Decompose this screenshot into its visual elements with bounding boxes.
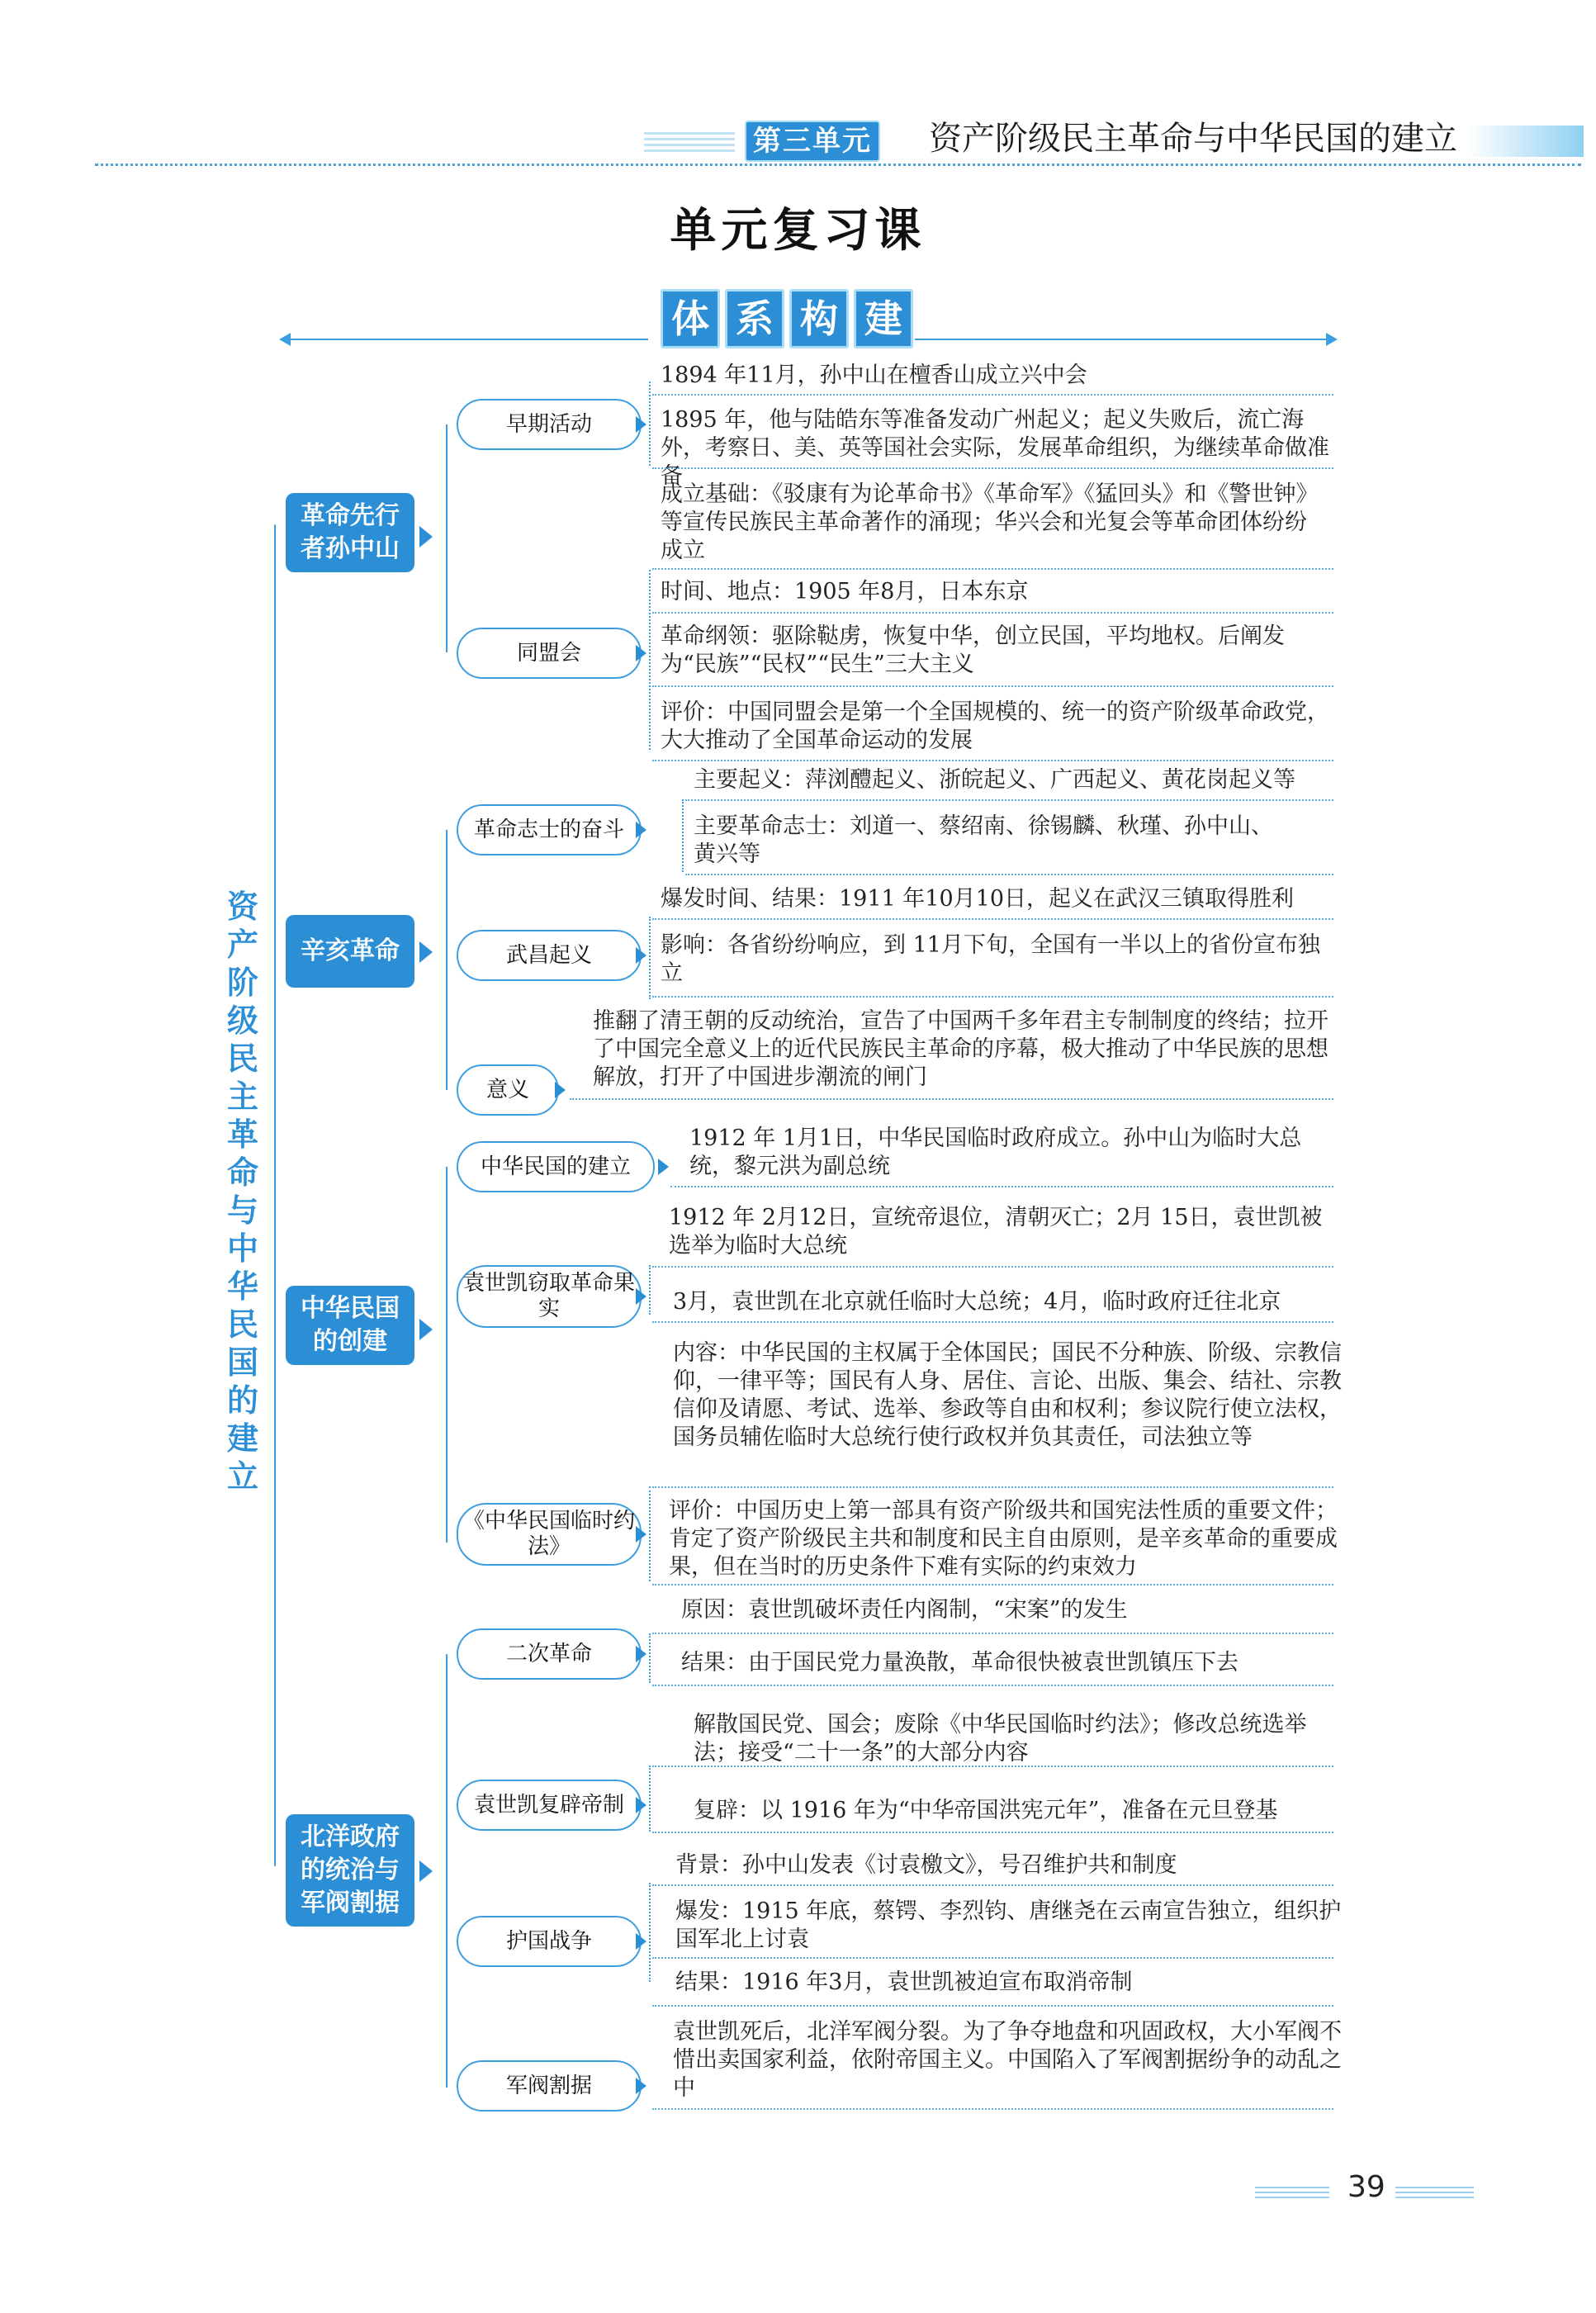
arrow-right-icon (419, 941, 433, 963)
banner-char: 体 (661, 289, 720, 348)
topic-second-revolution: 二次革命 (457, 1628, 642, 1680)
leaf-divider (652, 2108, 1333, 2110)
leaf-divider (652, 1957, 1333, 1959)
leaf-text: 结果：1916 年3月，袁世凯被迫宣布取消帝制 (675, 1969, 1133, 1995)
header-decoration (644, 132, 735, 154)
leaf-text: 时间、地点：1905 年8月，日本东京 (661, 579, 1029, 604)
leaf-text: 推翻了清王朝的反动统治，宣告了中国两千多年君主专制制度的终结；拉开了中国完全意义上的近代民族民主革命的序幕，极大推动了中华民族的思想解放，打开了中国进步潮流的闸门 (593, 1008, 1328, 1090)
leaf-divider (652, 612, 1333, 614)
leaf-text: 袁世凯死后，北洋军阀分裂。为了争夺地盘和巩固政权，大小军阀不惜出卖国家利益，依附帝国主义。中国陷入了军阀割据纷争的动乱之中 (673, 2019, 1342, 2101)
arrow-right-icon (636, 822, 646, 838)
unit-title: 资产阶级民主革命与中华民国的建立 (929, 120, 1457, 158)
leaf-divider (652, 568, 1333, 570)
header-accent-bar (1468, 126, 1584, 157)
topic-yuan-usurps: 袁世凯窃取革命果实 (457, 1265, 642, 1328)
root-connector (274, 524, 276, 1866)
leaf-text: 爆发时间、结果：1911 年10月10日，起义在武汉三镇取得胜利 (661, 886, 1295, 912)
leaf-divider (652, 2005, 1333, 2007)
leaf-divider (652, 1584, 1333, 1585)
leaf-text: 解散国民党、国会；废除《中华民国临时约法》；修改总统选举法；接受“二十一条”的大部分内容 (694, 1712, 1307, 1766)
section-label-sun-yat-sen: 革命先行者孙中山 (286, 493, 414, 572)
leaf-text: 评价：中国同盟会是第一个全国规模的、统一的资产阶级革命政党，大大推动了全国革命运动的发展 (661, 699, 1329, 753)
topic-connector (649, 382, 651, 466)
leaf-divider (652, 394, 1333, 396)
arrow-right-icon (419, 526, 433, 547)
topic-connector (649, 1633, 651, 1683)
topic-national-protection-war: 护国战争 (457, 1916, 642, 1967)
leaf-divider (685, 874, 1333, 875)
leaf-divider (652, 1321, 1333, 1323)
leaf-divider (685, 799, 1333, 801)
leaf-divider (652, 996, 1333, 998)
leaf-text: 1894 年11月，孙中山在檀香山成立兴中会 (661, 363, 1087, 388)
topic-yuan-monarchy: 袁世凯复辟帝制 (457, 1780, 642, 1831)
topic-early-activities: 早期活动 (457, 399, 642, 450)
leaf-text: 成立基础：《驳康有为论革命书》《革命军》《猛回头》和《警世钟》等宣传民族民主革命著作的涌现；华兴会和光复会等革命团体纷纷成立 (661, 481, 1319, 563)
banner-char: 构 (789, 289, 849, 348)
banner-line-left (285, 339, 648, 340)
leaf-divider (652, 1884, 1333, 1886)
leaf-text: 主要革命志士：刘道一、蔡绍南、徐锡麟、秋瑾、孙中山、黄兴等 (694, 813, 1273, 867)
footer-decoration (1255, 2187, 1329, 2202)
arrow-right-icon (658, 1159, 669, 1175)
arrow-right-icon (636, 1933, 646, 1950)
leaf-text: 3月，袁世凯在北京就任临时大总统；4月，临时政府迁往北京 (673, 1289, 1281, 1315)
topic-connector (649, 570, 651, 750)
leaf-divider (652, 760, 1333, 761)
arrow-right-icon (419, 1860, 433, 1882)
arrow-right-icon (419, 1319, 433, 1340)
page-number: 39 (1347, 2170, 1385, 2204)
arrow-left-icon (279, 333, 291, 346)
leaf-divider (652, 1486, 1333, 1488)
leaf-text: 影响：各省纷纷响应，到 11月下旬，全国有一半以上的省份宣布独立 (661, 932, 1320, 986)
header-rule (95, 164, 1581, 166)
section-label-beiyang-government: 北洋政府的统治与军阀割据 (286, 1814, 414, 1927)
topic-connector (682, 799, 684, 872)
arrow-right-icon (555, 1082, 566, 1098)
page-title: 单元复习课 (670, 203, 926, 258)
leaf-divider (652, 467, 1333, 469)
banner-line-right (915, 339, 1332, 340)
topic-revolutionary-struggles: 革命志士的奋斗 (457, 804, 642, 856)
arrow-right-icon (636, 2078, 646, 2094)
leaf-text: 结果：由于国民党力量涣散，革命很快被袁世凯镇压下去 (681, 1650, 1238, 1676)
section-label-xinhai-revolution: 辛亥革命 (286, 915, 414, 988)
section-banner (661, 289, 913, 348)
leaf-text: 1912 年 1月1日，中华民国临时政府成立。孙中山为临时大总统，黎元洪为副总统 (689, 1126, 1302, 1179)
topic-warlord-separatism: 军阀割据 (457, 2060, 642, 2112)
leaf-divider (570, 1098, 1333, 1100)
leaf-text: 内容：中华民国的主权属于全体国民；国民不分种族、阶级、宗教信仰，一律平等；国民有人身、居住、言论、出版、集会、结社、宗教信仰及请愿、考试、选举、参政等自由和权利；参议院行使立法权，国务员辅佐临时大总统行使行政权并负其责任，司法独立等 (673, 1340, 1342, 1450)
leaf-divider (670, 1186, 1333, 1187)
root-title: 资产阶级民主革命与中华民国的建立 (226, 888, 258, 1495)
leaf-text: 革命纲领：驱除鞑虏，恢复中华，创立民国，平均地权。后阐发为“民族”“民权”“民生”三大主义 (661, 623, 1285, 677)
leaf-divider (652, 1685, 1333, 1686)
topic-roc-establishment: 中华民国的建立 (457, 1141, 655, 1192)
arrow-right-icon (1326, 333, 1338, 346)
footer-decoration (1395, 2187, 1474, 2202)
section-label-roc-founding: 中华民国的创建 (286, 1286, 414, 1365)
leaf-text: 主要起义：萍浏醴起义、浙皖起义、广西起义、黄花岗起义等 (694, 767, 1295, 793)
topic-wuchang-uprising: 武昌起义 (457, 930, 642, 981)
section-connector (446, 830, 448, 1090)
leaf-divider (652, 685, 1333, 687)
leaf-text: 原因：袁世凯破坏责任内阁制，“宋案”的发生 (681, 1597, 1128, 1623)
arrow-right-icon (636, 1288, 646, 1305)
unit-label: 第三单元 (745, 121, 880, 162)
banner-char: 系 (725, 289, 784, 348)
leaf-divider (652, 1766, 1333, 1767)
arrow-right-icon (636, 416, 646, 433)
topic-connector (649, 917, 651, 999)
arrow-right-icon (636, 1797, 646, 1813)
leaf-text: 评价：中国历史上第一部具有资产阶级共和国宪法性质的重要文件；肯定了资产阶级民主共和制度和民主自由原则，是辛亥革命的重要成果，但在当时的历史条件下难有实际的约束效力 (669, 1498, 1338, 1580)
arrow-right-icon (636, 1646, 646, 1662)
arrow-right-icon (636, 1526, 646, 1543)
arrow-right-icon (636, 645, 646, 661)
topic-tongmenghui: 同盟会 (457, 628, 642, 679)
section-connector (446, 1167, 448, 1543)
leaf-text: 1912 年 2月12日，宣统帝退位，清朝灭亡；2月 15日，袁世凯被选举为临时大总统 (669, 1205, 1323, 1258)
topic-connector (649, 1486, 651, 1581)
leaf-divider (652, 918, 1333, 920)
leaf-divider (652, 1266, 1333, 1268)
leaf-divider (652, 1633, 1333, 1634)
topic-significance: 意义 (457, 1064, 559, 1116)
leaf-text: 复辟：以 1916 年为“中华帝国洪宪元年”，准备在元旦登基 (694, 1798, 1278, 1823)
topic-provisional-constitution: 《中华民国临时约法》 (457, 1503, 642, 1566)
arrow-right-icon (636, 947, 646, 964)
leaf-text: 1895 年，他与陆皓东等准备发动广州起义；起义失败后，流亡海外，考察日、美、英等国社会实际，发展革命组织，为继续革命做准备 (661, 407, 1329, 489)
leaf-divider (652, 1832, 1333, 1833)
topic-connector (649, 1766, 651, 1832)
leaf-text: 背景：孙中山发表《讨袁檄文》，号召维护共和制度 (675, 1852, 1177, 1878)
section-connector (446, 1654, 448, 2088)
topic-connector (649, 1265, 651, 1315)
banner-char: 建 (854, 289, 913, 348)
leaf-text: 爆发：1915 年底，蔡锷、李烈钧、唐继尧在云南宣告独立，组织护国军北上讨袁 (675, 1898, 1342, 1952)
topic-connector (649, 1883, 651, 1982)
section-connector (446, 424, 448, 652)
